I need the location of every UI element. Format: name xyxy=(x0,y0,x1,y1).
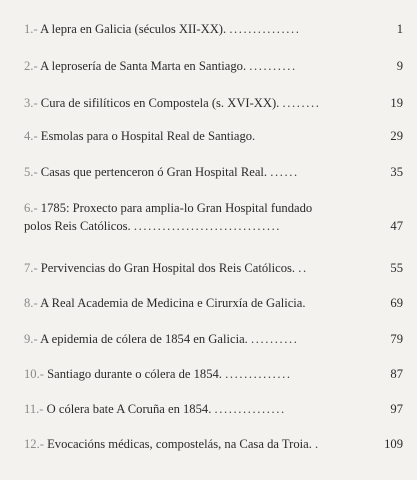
entry-number: 4.- xyxy=(24,129,38,143)
entry-number: 7.- xyxy=(24,261,38,275)
dot-leader: . xyxy=(315,437,320,451)
entry-number: 9.- xyxy=(24,332,38,346)
entry-number: 5.- xyxy=(24,165,38,179)
dot-leader: ............................... xyxy=(133,219,282,233)
dot-leader: .......... xyxy=(249,59,297,73)
entry-title: O cólera bate A Coruña en 1854. xyxy=(46,402,212,416)
entry-title: A epidemia de cólera de 1854 en Galicia. xyxy=(40,332,248,346)
toc-entry xyxy=(24,57,403,75)
entry-page: 29 xyxy=(390,129,403,143)
entry-title: Cura de sifilíticos en Compostela (s. XVI-XX). xyxy=(40,96,280,110)
toc-entry xyxy=(24,365,403,383)
toc-entry xyxy=(24,294,403,312)
entry-page: 47 xyxy=(390,219,403,233)
dot-leader: ...... xyxy=(270,165,299,179)
dot-leader: .............. xyxy=(225,367,292,381)
entry-title: Pervivencias do Gran Hospital dos Reis Católicos. xyxy=(40,261,296,275)
entry-page: 9 xyxy=(396,59,403,73)
entry-number: 2.- xyxy=(24,59,38,73)
dot-leader: .. xyxy=(298,261,308,275)
entry-number: 12.- xyxy=(24,437,44,451)
toc-entry xyxy=(24,435,403,453)
entry-title: A Real Academia de Medicina e Cirurxía de Galicia. xyxy=(40,296,306,310)
entry-number: 1.- xyxy=(24,22,38,36)
toc-entry xyxy=(24,94,403,112)
entry-title: A leprosería de Santa Marta en Santiago. xyxy=(40,59,247,73)
dot-leader: .......... xyxy=(250,332,299,346)
entry-title: Evocacións médicas, compostelás, na Casa da Troia. xyxy=(47,437,312,451)
entry-number: 11.- xyxy=(24,402,44,416)
entry-page: 109 xyxy=(384,437,403,451)
entry-page: 1 xyxy=(396,22,403,36)
entry-number: 8.- xyxy=(24,296,38,310)
toc-entry xyxy=(24,259,403,277)
entry-title: Casas que pertenceron ó Gran Hospital Real. xyxy=(40,165,268,179)
entry-title: A lepra en Galicia (séculos XII-XX). xyxy=(40,22,227,36)
toc-entry xyxy=(24,163,403,181)
toc-entry xyxy=(24,20,403,38)
toc-entry xyxy=(24,199,403,235)
toc-entry xyxy=(24,127,403,145)
entry-page: 19 xyxy=(390,96,403,110)
entry-title: Esmolas para o Hospital Real de Santiago. xyxy=(40,129,256,143)
entry-number: 10.- xyxy=(24,367,44,381)
entry-title: Santiago durante o cólera de 1854. xyxy=(47,367,222,381)
toc-entry xyxy=(24,400,403,418)
entry-number: 6.- xyxy=(24,201,38,215)
entry-page: 69 xyxy=(390,296,403,310)
entry-title-line1: 1785: Proxecto para amplia-lo Gran Hospital fundado xyxy=(40,201,313,215)
entry-page: 35 xyxy=(390,165,403,179)
entry-page: 87 xyxy=(390,367,403,381)
toc-entry xyxy=(24,330,403,348)
entry-page: 55 xyxy=(390,261,403,275)
entry-page: 97 xyxy=(390,402,403,416)
dot-leader: ........ xyxy=(282,96,321,110)
entry-number: 3.- xyxy=(24,96,38,110)
entry-page: 79 xyxy=(390,332,403,346)
dot-leader: ............... xyxy=(229,22,301,36)
entry-title-line2: polos Reis Católicos. xyxy=(24,219,131,233)
dot-leader: ............... xyxy=(214,402,286,416)
